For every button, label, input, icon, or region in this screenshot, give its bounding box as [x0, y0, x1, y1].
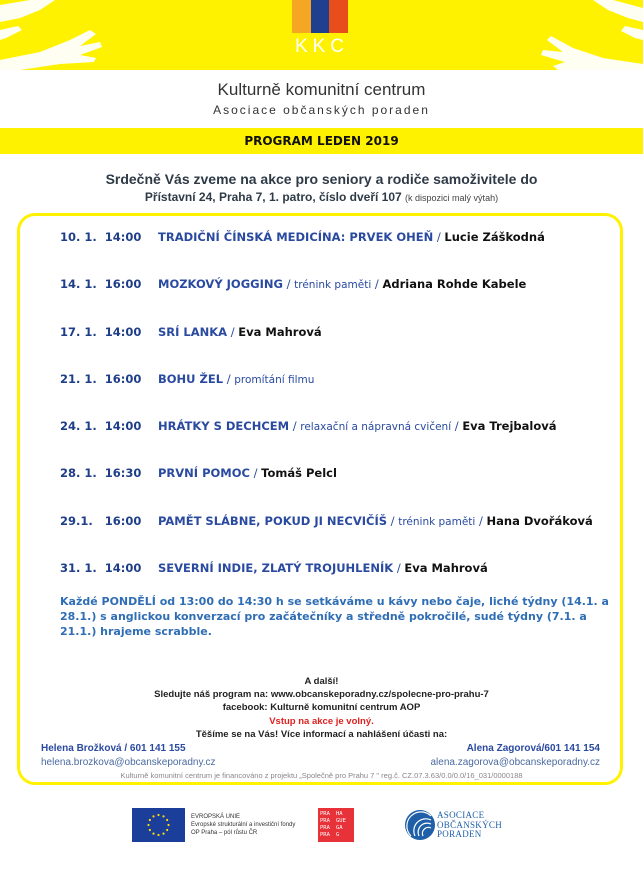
- aop-logo-text: [437, 811, 502, 840]
- eu-text: [191, 813, 295, 837]
- logo-colored-bars: [292, 0, 348, 33]
- event-title: PRVNÍ POMOC: [158, 466, 250, 480]
- follow-link[interactable]: Sledujte náš program na: www.obcanskeporadny.cz/spolecne-pro-prahu-7: [154, 689, 489, 700]
- event-details: [158, 230, 545, 244]
- eu-star-icon: [166, 829, 168, 831]
- event-details: [158, 372, 314, 386]
- event-details: [158, 325, 322, 339]
- kkc-logo: [287, 0, 357, 68]
- event-details: [158, 514, 593, 528]
- eu-star-icon: [162, 833, 164, 835]
- praha-logo-word: HA: [336, 811, 343, 817]
- separator: /: [226, 372, 231, 386]
- eu-star-icon: [152, 815, 154, 817]
- event-date: 28. 1. 16:30: [60, 466, 142, 480]
- event-date: 21. 1. 16:00: [60, 372, 142, 386]
- funding-note: Kulturně komunitní centrum je financováno z projektu „Společně pro Prahu 7 " reg.č. CZ.07.3.63/0.0/0.0/16_031/0000188: [120, 771, 523, 780]
- event-presenter: Tomáš Pelcl: [261, 466, 337, 480]
- eu-star-icon: [157, 834, 159, 836]
- event-date: 10. 1. 14:00: [60, 230, 142, 244]
- event-date: 24. 1. 14:00: [60, 419, 142, 433]
- monday-note: Každé PONDĚLÍ od 13:00 do 14:30 h se setkáváme u kávy nebo čaje, liché týdny (14.1. a 28.1.) s anglickou konverzací pro začátečníky a středně pokročilé, sudé týdny (7.1. a 21.1.) hrajeme scrabble.: [60, 595, 609, 638]
- contact-right: [430, 742, 600, 770]
- praha-logo: [318, 808, 354, 842]
- separator: /: [286, 277, 291, 291]
- eu-star-icon: [167, 824, 169, 826]
- praha-logo-word: PRA: [320, 825, 330, 831]
- event-presenter: Eva Mahrová: [404, 561, 488, 575]
- eu-star-icon: [147, 824, 149, 826]
- contact-email[interactable]: alena.zagorova@obcanskeporadny.cz: [430, 757, 600, 768]
- header-banner: [0, 0, 643, 70]
- eu-line2: Evropské strukturální a investiční fondy: [191, 822, 296, 828]
- aop-line3: PORADEN: [437, 829, 482, 839]
- separator: /: [230, 325, 235, 339]
- praha-logo-word: GA: [336, 825, 343, 831]
- eu-star-icon: [162, 815, 164, 817]
- free-entry: Vstup na akce je volný.: [269, 716, 374, 727]
- logo-text: KKC: [294, 36, 350, 57]
- eu-line3: OP Praha – pól růstu ČR: [191, 830, 258, 836]
- contact-name: Helena Brožková / 601 141 155: [41, 743, 186, 754]
- separator: /: [253, 466, 258, 480]
- eu-star-icon: [157, 814, 159, 816]
- praha-logo-word: GUE: [336, 818, 346, 824]
- eu-star-icon: [152, 833, 154, 835]
- event-date: 14. 1. 16:00: [60, 277, 142, 291]
- more-info: [0, 675, 643, 714]
- event-title: TRADIČNÍ ČÍNSKÁ MEDICÍNA: PRVEK OHEŇ: [158, 230, 434, 244]
- separator: /: [396, 561, 401, 575]
- eu-star-icon: [149, 829, 151, 831]
- event-title: SRÍ LANKA: [158, 325, 228, 339]
- separator: /: [292, 419, 297, 433]
- invitation-line: Srdečně Vás zveme na akce pro seniory a rodiče samoživitele do: [105, 171, 538, 187]
- separator: /: [479, 514, 483, 528]
- address: Přístavní 24, Praha 7, 1. patro, číslo dveří 107: [144, 190, 402, 204]
- event-date: 17. 1. 14:00: [60, 325, 142, 339]
- aop-logo-icon: [405, 810, 435, 840]
- contact-name: Alena Zagorová/601 141 154: [466, 743, 600, 754]
- event-date: 31. 1. 14:00: [60, 561, 142, 575]
- event-details: [158, 277, 526, 291]
- separator: /: [390, 514, 395, 528]
- event-title: BOHU ŽEL: [158, 372, 224, 386]
- address-line: [0, 190, 643, 204]
- eu-flag-icon: [132, 808, 185, 842]
- separator: /: [454, 419, 459, 433]
- event-title: MOZKOVÝ JOGGING: [158, 277, 283, 291]
- event-presenter: Adriana Rohde Kabele: [382, 277, 527, 291]
- aop-line1: ASOCIACE: [437, 810, 485, 820]
- facebook-link[interactable]: facebook: Kulturně komunitní centrum AOP: [222, 702, 421, 713]
- hand-left-icon: [0, 0, 110, 70]
- address-note: (k dispozici malý výtah): [405, 193, 499, 203]
- praha-logo-word: PRA: [320, 811, 330, 817]
- hand-right-icon: [513, 0, 643, 70]
- event-date: 29.1. 16:00: [60, 514, 142, 528]
- event-presenter: Lucie Záškodná: [444, 230, 545, 244]
- event-title: HRÁTKY S DECHCEM: [158, 419, 290, 433]
- praha-logo-word: PRA: [320, 832, 330, 838]
- event-description: promítání filmu: [234, 374, 315, 386]
- event-title: PAMĚT SLÁBNE, POKUD JI NECVIČÍŠ: [158, 514, 388, 528]
- event-description: relaxační a nápravná cvičení: [300, 421, 452, 433]
- event-presenter: Eva Trejbalová: [462, 419, 557, 433]
- separator: /: [436, 230, 441, 244]
- event-details: [158, 419, 557, 433]
- event-presenter: Eva Mahrová: [238, 325, 322, 339]
- program-title: PROGRAM LEDEN 2019: [0, 128, 643, 154]
- eu-star-icon: [149, 819, 151, 821]
- event-title: SEVERNÍ INDIE, ZLATÝ TROJUHLENÍK: [158, 561, 394, 575]
- event-details: [158, 561, 488, 575]
- contact-info-heading: Těšíme se na Vás! Více informací a nahlášení účasti na:: [195, 729, 448, 740]
- org-subtitle: Asociace občanských poraden: [213, 103, 430, 117]
- praha-logo-word: PRA: [320, 818, 330, 824]
- contact-left: [41, 742, 216, 770]
- event-details: [158, 466, 337, 480]
- aop-line2: OBČANSKÝCH: [437, 819, 503, 830]
- eu-star-icon: [166, 819, 168, 821]
- event-description: trénink paměti: [294, 279, 372, 291]
- separator: /: [374, 277, 379, 291]
- eu-line1: EVROPSKÁ UNIE: [191, 814, 241, 820]
- event-description: trénink paměti: [398, 516, 476, 528]
- org-name: Kulturně komunitní centrum: [217, 80, 426, 99]
- contact-email[interactable]: helena.brozkova@obcanskeporadny.cz: [41, 757, 216, 768]
- praha-logo-word: G: [336, 832, 340, 838]
- event-presenter: Hana Dvořáková: [486, 514, 593, 528]
- more-heading: A další!: [304, 676, 339, 687]
